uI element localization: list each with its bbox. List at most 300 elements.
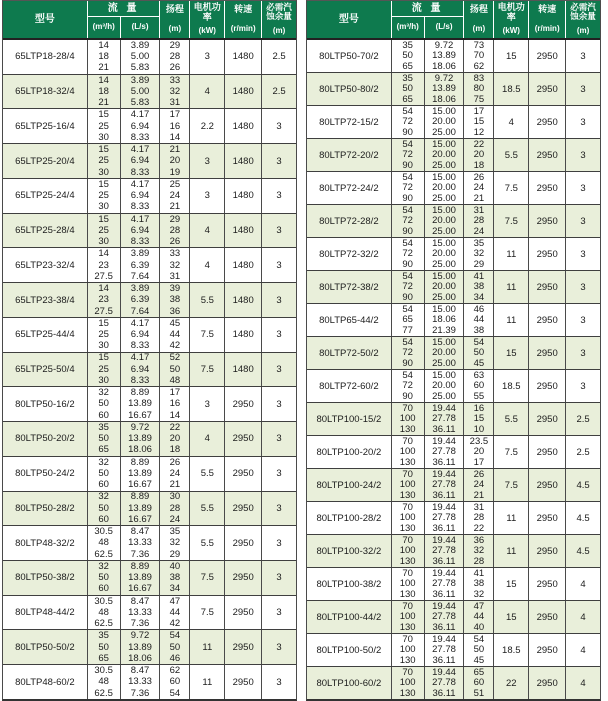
ls-value: 19.44 [432,666,456,678]
col-header-npsh [262,1,296,38]
col-header-speed [529,1,566,38]
ls-value: 25.00 [432,225,456,237]
ls-value: 36.11 [432,456,456,468]
m3h-value: 70 [402,600,413,612]
head-value: 44 [169,606,181,618]
ls-value: 27.78 [432,545,456,557]
ls-values-cell [425,304,465,336]
m3h-value: 54 [402,336,413,348]
model-cell: 80LTP72-20/2 [307,139,392,171]
table-row [3,525,296,560]
m3h-value: 90 [402,258,413,270]
head-values-cell [160,387,190,421]
power-cell: 7.5 [190,318,225,352]
m3h-value: 60 [98,409,109,421]
ls-value: 20.00 [432,215,456,227]
head-value: 16 [169,398,181,410]
head-value: 10 [473,423,485,435]
table-row [3,664,296,699]
head-value: 15 [473,413,485,425]
table-row [3,595,296,630]
model-cell: 80LTP50-28/2 [3,492,88,526]
npsh-cell: 3 [276,502,282,514]
flow-label: 流 量 [88,1,160,17]
head-value: 50 [473,347,485,359]
m3h-value: 50 [98,433,109,445]
m3h-value: 130 [399,588,416,600]
ls-values-cell [121,492,161,526]
head-value: 46 [169,652,181,664]
speed-cell: 2950 [529,634,566,666]
speed-cell: 2950 [529,337,566,369]
m3h-value: 25 [98,155,109,167]
head-value: 55 [473,390,485,402]
m3h-value: 15 [98,352,109,364]
m3h-value: 100 [399,446,416,458]
npsh-cell: 3 [580,215,586,227]
head-value: 21 [169,479,181,491]
m3h-value: 70 [402,666,413,678]
m3h-value: 18 [98,51,109,63]
ls-value: 25.00 [432,390,456,402]
m3h-values-cell [88,318,121,352]
power-cell: 5.5 [190,492,225,526]
npsh-unit: (m) [272,26,286,36]
head-value: 39 [169,283,181,294]
m3h-value: 14 [98,283,109,294]
m3h-value: 72 [402,248,413,260]
head-value: 42 [169,618,181,630]
speed-cell: 2950 [529,667,566,699]
speed-cell: 2950 [529,40,566,72]
ls-value: 36.11 [432,588,456,600]
ls-value: 5.83 [130,97,150,109]
model-cell: 80LTP48-44/2 [3,596,88,630]
head-values-cell [464,73,494,105]
table-row [307,666,600,699]
model-cell: 80LTP72-38/2 [307,271,392,303]
speed-cell: 2950 [225,526,262,560]
m3h-value: 90 [402,225,413,237]
head-value: 34 [473,291,485,303]
ls-values-cell [121,561,161,595]
speed-label: 转速 [538,4,557,14]
ls-value: 9.72 [130,630,150,642]
npsh-cell: 3 [276,190,282,202]
m3h-value: 30 [98,236,109,248]
m3h-value: 72 [402,215,413,227]
m3h-value: 54 [402,270,413,282]
table-row [307,468,600,501]
ls-values-cell [121,144,161,178]
m3h-value: 130 [399,522,416,534]
npsh-cell: 3 [580,347,586,359]
m3h-value: 90 [402,192,413,204]
m3h-values-cell [88,630,121,664]
m3h-value: 62.5 [94,548,113,560]
ls-value: 8.47 [130,526,150,538]
speed-cell: 2950 [529,502,566,534]
m3h-value: 35 [402,72,413,84]
head-value: 80 [473,83,485,95]
ls-value: 4.17 [130,213,150,225]
m3h-value: 77 [402,324,413,336]
head-value: 60 [169,676,181,688]
model-cell: 80LTP65-44/2 [307,304,392,336]
ls-values-cell [425,469,465,501]
m3h-values-cell [88,492,121,526]
m3h-value: 54 [402,204,413,216]
m3h-values-cell [392,271,425,303]
head-values-cell [464,304,494,336]
npsh-cell: 2.5 [272,86,286,98]
m3h-value: 72 [402,380,413,392]
ls-values-cell [121,665,161,699]
npsh-cell: 3 [276,641,282,653]
head-value: 50 [473,644,485,656]
ls-value: 27.78 [432,677,456,689]
table-row [3,352,296,387]
head-value: 24 [473,182,485,194]
npsh-cell: 3 [580,281,586,293]
npsh-cell: 3 [276,259,282,271]
speed-cell: 2950 [225,630,262,664]
power-label: 电机功率 [193,2,221,22]
m3h-value: 25 [98,190,109,202]
speed-cell: 2950 [529,304,566,336]
power-cell: 11 [494,304,529,336]
head-value: 20 [473,149,485,161]
head-value: 31 [473,204,485,216]
table-row [3,456,296,491]
model-cell: 80LTP100-38/2 [307,568,392,600]
m3h-value: 54 [402,138,413,150]
head-values-cell [160,422,190,456]
head-value: 29 [169,39,181,51]
ls-value: 13.33 [128,537,152,549]
flow-unit-m3h: (m³/h) [392,17,425,38]
head-unit: (m) [472,24,486,34]
m3h-values-cell [392,205,425,237]
ls-values-cell [425,172,465,204]
speed-cell: 1480 [225,248,262,282]
col-header-model [307,1,392,38]
head-value: 46 [473,303,485,315]
m3h-value: 65 [402,314,413,326]
flow-units [392,17,464,38]
head-value: 40 [473,621,485,633]
m3h-value: 70 [402,501,413,513]
npsh-cell: 4.5 [576,479,590,491]
power-cell: 11 [190,665,225,699]
m3h-value: 23 [98,259,109,271]
m3h-value: 15 [98,144,109,156]
ls-values-cell [425,205,465,237]
m3h-value: 14 [98,74,109,86]
m3h-value: 18 [98,85,109,97]
col-header-head [160,1,190,38]
m3h-value: 90 [402,126,413,138]
speed-cell: 2950 [529,139,566,171]
head-values-cell [160,596,190,630]
speed-cell: 2950 [529,238,566,270]
ls-value: 16.67 [128,513,152,525]
m3h-values-cell [88,387,121,421]
head-value: 35 [169,526,181,538]
m3h-value: 70 [402,534,413,546]
ls-value: 8.33 [130,340,150,352]
speed-cell: 2950 [529,271,566,303]
model-cell: 80LTP100-50/2 [307,634,392,666]
npsh-cell: 2.5 [576,413,590,425]
ls-value: 13.89 [432,50,456,62]
ls-value: 8.47 [130,595,150,607]
power-cell: 15 [494,601,529,633]
m3h-values-cell [88,248,121,282]
head-value: 16 [473,402,485,414]
npsh-cell: 3 [580,116,586,128]
head-value: 31 [473,501,485,513]
power-cell: 22 [494,667,529,699]
head-value: 24 [473,479,485,491]
head-value: 29 [473,258,485,270]
npsh-cell: 3 [276,572,282,584]
model-cell: 80LTP100-28/2 [307,502,392,534]
m3h-value: 30 [98,374,109,386]
m3h-value: 15 [98,178,109,190]
head-values-cell [464,535,494,567]
npsh-cell: 3 [276,468,282,480]
head-value: 50 [169,641,181,653]
ls-value: 15.00 [432,336,456,348]
head-values-cell [464,139,494,171]
head-value: 15 [473,116,485,128]
head-values-cell [160,561,190,595]
power-cell: 3 [190,40,225,74]
m3h-values-cell [88,422,121,456]
head-values-cell [160,318,190,352]
head-value: 54 [473,336,485,348]
model-cell: 80LTP100-15/2 [307,403,392,435]
head-value: 47 [169,595,181,607]
ls-value: 13.89 [128,572,152,584]
ls-values-cell [121,214,161,248]
m3h-value: 25 [98,224,109,236]
ls-value: 4.17 [130,109,150,121]
model-cell: 80LTP72-60/2 [307,370,392,402]
power-cell: 3 [190,179,225,213]
speed-cell: 1480 [225,283,262,317]
head-value: 54 [473,633,485,645]
m3h-value: 72 [402,182,413,194]
head-value: 38 [473,324,485,336]
power-cell: 7.5 [494,172,529,204]
speed-cell: 2950 [529,172,566,204]
m3h-value: 30.5 [94,595,113,607]
table-row [307,501,600,534]
npsh-cell: 3 [276,294,282,306]
npsh-cell: 4 [580,611,586,623]
table-row [3,386,296,421]
head-value: 36 [169,305,181,317]
ls-value: 6.39 [130,259,150,271]
power-cell: 7.5 [190,561,225,595]
model-cell: 65LTP23-32/4 [3,248,88,282]
ls-value: 6.94 [130,363,150,375]
model-cell: 80LTP100-20/2 [307,436,392,468]
npsh-cell: 3 [276,363,282,375]
speed-cell: 2950 [529,535,566,567]
m3h-value: 15 [98,213,109,225]
head-value: 17 [169,387,181,399]
speed-cell: 2950 [225,596,262,630]
ls-value: 6.94 [130,190,150,202]
head-value: 14 [169,409,181,421]
npsh-cell: 3 [276,225,282,237]
head-value: 25 [169,178,181,190]
m3h-value: 100 [399,644,416,656]
model-cell: 65LTP25-16/4 [3,109,88,143]
ls-value: 7.64 [130,270,150,282]
head-value: 38 [169,572,181,584]
ls-value: 19.44 [432,633,456,645]
ls-value: 4.17 [130,317,150,329]
ls-values-cell [121,283,161,317]
ls-value: 19.44 [432,567,456,579]
power-cell: 15 [494,337,529,369]
power-cell: 3 [190,144,225,178]
m3h-value: 50 [402,83,413,95]
speed-cell: 2950 [529,469,566,501]
head-value: 54 [169,630,181,642]
col-header-power [190,1,225,38]
m3h-values-cell [392,436,425,468]
ls-value: 27.78 [432,446,456,458]
m3h-value: 100 [399,578,416,590]
m3h-value: 70 [402,468,413,480]
power-cell: 15 [494,568,529,600]
m3h-value: 35 [402,39,413,51]
head-value: 21 [169,144,181,156]
ls-value: 36.11 [432,522,456,534]
power-cell: 11 [494,535,529,567]
ls-value: 7.64 [130,305,150,317]
head-values-cell [464,502,494,534]
m3h-values-cell [392,568,425,600]
flow-unit-m3h: (m³/h) [88,17,121,38]
head-values-cell [160,109,190,143]
m3h-value: 90 [402,291,413,303]
m3h-value: 32 [98,491,109,503]
m3h-value: 65 [402,60,413,72]
head-value: 24 [169,513,181,525]
ls-value: 25.00 [432,126,456,138]
col-header-model [3,1,88,38]
m3h-value: 65 [402,93,413,105]
model-cell: 80LTP50-80/2 [307,73,392,105]
head-value: 23.5 [469,435,489,447]
ls-value: 18.06 [432,93,456,105]
m3h-value: 70 [402,435,413,447]
model-cell: 80LTP50-70/2 [307,40,392,72]
ls-value: 15.00 [432,369,456,381]
ls-value: 8.89 [130,456,150,468]
head-value: 38 [473,281,485,293]
head-values-cell [160,40,190,74]
npsh-cell: 4.5 [576,512,590,524]
ls-value: 13.89 [128,641,152,653]
npsh-cell: 3 [580,50,586,62]
head-values-cell [464,370,494,402]
npsh-cell: 3 [276,537,282,549]
ls-value: 15.00 [432,237,456,249]
head-values-cell [160,630,190,664]
npsh-cell: 3 [276,329,282,341]
head-value: 45 [473,357,485,369]
m3h-value: 100 [399,413,416,425]
m3h-value: 25 [98,120,109,132]
m3h-value: 100 [399,479,416,491]
table-row [3,282,296,317]
power-cell: 4 [190,214,225,248]
ls-values-cell [121,422,161,456]
head-value: 29 [169,213,181,225]
ls-value: 15.00 [432,204,456,216]
head-value: 28 [169,502,181,514]
table-row [307,237,600,270]
table-row [307,72,600,105]
power-cell: 4 [494,106,529,138]
model-label: 型号 [338,14,359,25]
ls-value: 16.67 [128,409,152,421]
ls-value: 25.00 [432,258,456,270]
ls-value: 5.00 [130,85,150,97]
m3h-value: 72 [402,116,413,128]
head-value: 45 [169,317,181,329]
ls-value: 18.06 [128,444,152,456]
ls-value: 8.47 [130,665,150,677]
power-cell: 18.5 [494,634,529,666]
m3h-value: 35 [98,630,109,642]
table-row [307,171,600,204]
power-cell: 5.5 [190,283,225,317]
ls-values-cell [425,73,465,105]
m3h-value: 100 [399,512,416,524]
model-cell: 80LTP72-24/2 [307,172,392,204]
head-label: 扬程 [165,4,184,14]
m3h-values-cell [392,139,425,171]
head-value: 52 [169,352,181,364]
m3h-value: 30.5 [94,526,113,538]
ls-values-cell [121,109,161,143]
model-cell: 65LTP25-28/4 [3,214,88,248]
m3h-values-cell [392,106,425,138]
flow-label: 流 量 [392,1,464,17]
m3h-value: 50 [98,572,109,584]
ls-value: 8.89 [130,560,150,572]
ls-values-cell [425,337,465,369]
head-value: 18 [169,444,181,456]
ls-value: 27.78 [432,578,456,590]
power-unit: (kW) [502,26,520,36]
ls-value: 15.00 [432,138,456,150]
table-row [3,317,296,352]
ls-value: 9.72 [434,72,454,84]
m3h-value: 70 [402,402,413,414]
head-value: 60 [473,380,485,392]
col-header-flow [392,1,465,38]
m3h-value: 54 [402,171,413,183]
